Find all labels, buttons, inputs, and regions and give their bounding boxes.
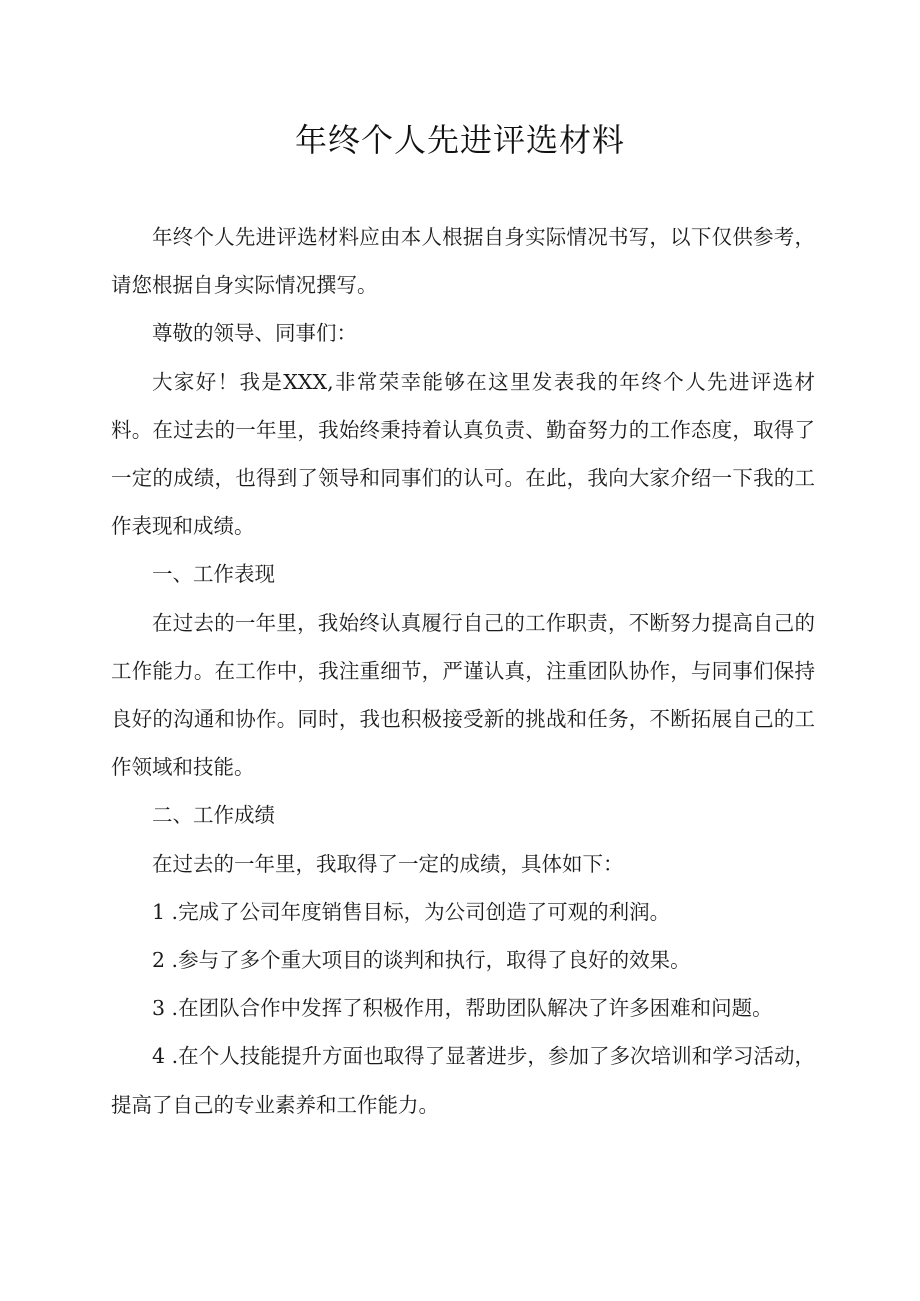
intro-note-paragraph: 年终个人先进评选材料应由本人根据自身实际情况书写，以下仅供参考，请您根据自身实际情况撰写。 xyxy=(111,225,815,298)
section-heading-work-performance: 一、工作表现 xyxy=(152,562,275,587)
salutation-paragraph: 尊敬的领导、同事们： xyxy=(152,321,357,346)
achievement-item-2: 2 .参与了多个重大项目的谈判和执行，取得了良好的效果。 xyxy=(152,948,691,973)
achievement-item-3: 3 .在团队合作中发挥了积极作用，帮助团队解决了许多困难和问题。 xyxy=(152,996,773,1021)
section-heading-work-achievements: 二、工作成绩 xyxy=(152,803,275,828)
achievements-intro-paragraph: 在过去的一年里，我取得了一定的成绩，具体如下： xyxy=(152,851,624,876)
opening-paragraph: 大家好！我是XXX,非常荣幸能够在这里发表我的年终个人先进评选材料。在过去的一年里，我始终秉持着认真负责、勤奋努力的工作态度，取得了一定的成绩，也得到了领导和同事们的认可。在此，我向大家介绍一下我的工作表现和成绩。 xyxy=(111,369,815,539)
achievement-item-1: 1 .完成了公司年度销售目标，为公司创造了可观的利润。 xyxy=(152,899,671,924)
work-performance-paragraph: 在过去的一年里，我始终认真履行自己的工作职责，不断努力提高自己的工作能力。在工作中，我注重细节，严谨认真，注重团队协作，与同事们保持良好的沟通和协作。同时，我也积极接受新的挑战和任务，不断拓展自己的工作领域和技能。 xyxy=(111,610,815,780)
achievement-item-4: 4 .在个人技能提升方面也取得了显著进步，参加了多次培训和学习活动，提高了自己的专业素养和工作能力。 xyxy=(111,1044,815,1117)
document-title: 年终个人先进评选材料 xyxy=(294,121,625,159)
document-body xyxy=(111,213,815,1129)
